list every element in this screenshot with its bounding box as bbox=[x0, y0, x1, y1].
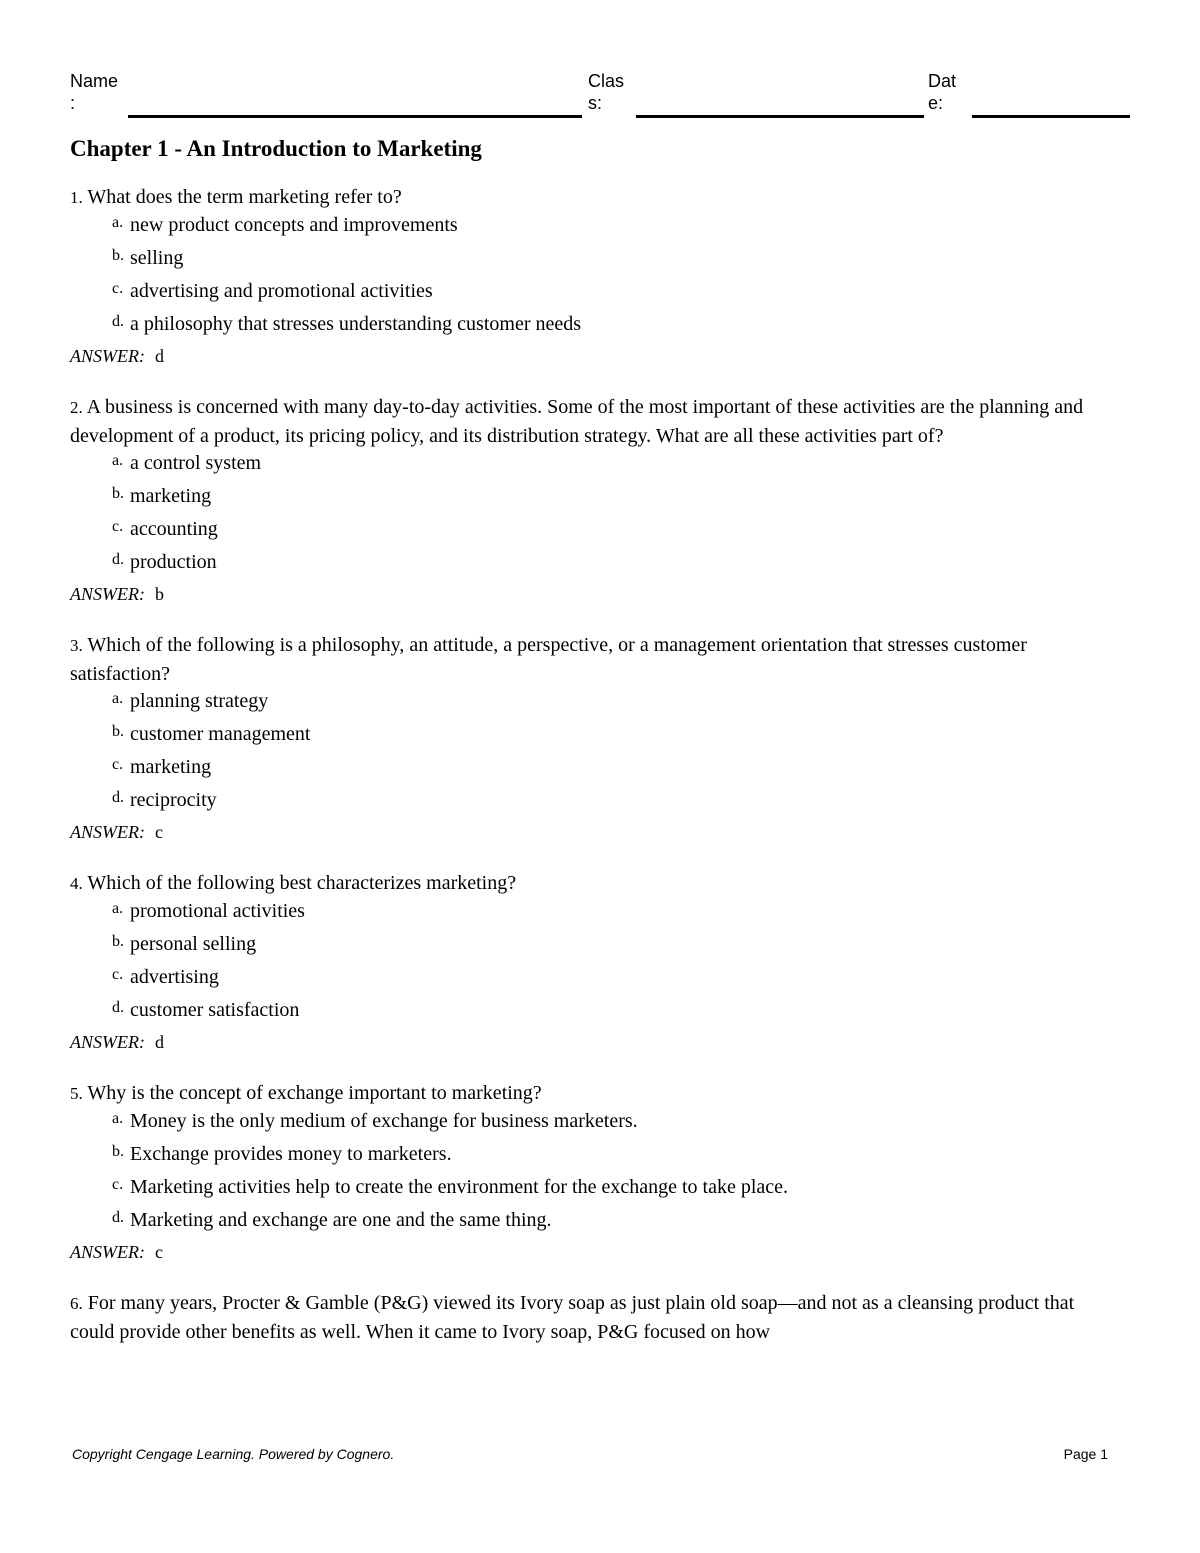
option-text: promotional activities bbox=[130, 900, 305, 922]
name-field-line[interactable] bbox=[128, 115, 582, 118]
option-text: marketing bbox=[130, 756, 212, 778]
answer-option bbox=[112, 997, 892, 1023]
page-footer bbox=[72, 1446, 1108, 1462]
answer-value: d bbox=[154, 346, 164, 366]
copyright-text: Copyright Cengage Learning. Powered by Cognero. bbox=[72, 1446, 395, 1462]
answer-option bbox=[112, 721, 892, 747]
name-label: Name : bbox=[70, 71, 119, 113]
date-label: Dat e: bbox=[928, 71, 957, 113]
answer-options bbox=[70, 898, 1115, 1023]
option-text: new product concepts and improvements bbox=[130, 214, 458, 236]
answer-key bbox=[70, 1240, 1115, 1264]
question-4 bbox=[70, 869, 1115, 1054]
question-stem: What does the term marketing refer to? bbox=[87, 186, 402, 208]
answer-option bbox=[112, 898, 892, 924]
option-text: a philosophy that stresses understanding customer needs bbox=[130, 313, 582, 335]
option-text: Exchange provides money to marketers. bbox=[130, 1143, 452, 1165]
option-letter: c. bbox=[112, 966, 124, 983]
answer-label: ANSWER: bbox=[70, 584, 145, 604]
option-letter: d. bbox=[112, 313, 124, 330]
question-number: 3. bbox=[70, 636, 83, 655]
answer-option bbox=[112, 483, 892, 509]
option-letter: d. bbox=[112, 1209, 124, 1226]
answer-option bbox=[112, 964, 892, 990]
question-2 bbox=[70, 393, 1115, 606]
option-letter: d. bbox=[112, 551, 124, 568]
answer-label: ANSWER: bbox=[70, 1032, 145, 1052]
chapter-title: Chapter 1 - An Introduction to Marketing bbox=[70, 136, 482, 161]
question-text bbox=[70, 1079, 1115, 1108]
question-list bbox=[70, 183, 1115, 1371]
answer-option bbox=[112, 931, 892, 957]
question-stem: Why is the concept of exchange important to marketing? bbox=[87, 1082, 542, 1104]
question-number: 6. bbox=[70, 1294, 83, 1313]
option-text: Marketing activities help to create the environment for the exchange to take place. bbox=[130, 1176, 789, 1198]
option-text: production bbox=[130, 551, 217, 573]
option-letter: b. bbox=[112, 1143, 124, 1160]
option-text: a control system bbox=[130, 452, 262, 474]
option-text: accounting bbox=[130, 518, 218, 540]
option-letter: b. bbox=[112, 485, 124, 502]
question-text bbox=[70, 1289, 1115, 1346]
answer-option bbox=[112, 1141, 892, 1167]
option-letter: c. bbox=[112, 1176, 124, 1193]
answer-option bbox=[112, 787, 892, 813]
option-text: marketing bbox=[130, 485, 212, 507]
option-letter: a. bbox=[112, 690, 124, 707]
class-field-line[interactable] bbox=[636, 115, 924, 118]
answer-label: ANSWER: bbox=[70, 346, 145, 366]
answer-label: ANSWER: bbox=[70, 1242, 145, 1262]
answer-option bbox=[112, 688, 892, 714]
date-field-line[interactable] bbox=[972, 115, 1130, 118]
option-letter: a. bbox=[112, 214, 124, 231]
answer-option bbox=[112, 516, 892, 542]
option-letter: b. bbox=[112, 723, 124, 740]
option-text: customer satisfaction bbox=[130, 999, 300, 1021]
option-text: advertising bbox=[130, 966, 219, 988]
option-text: selling bbox=[130, 247, 184, 269]
answer-key bbox=[70, 1030, 1115, 1054]
answer-option bbox=[112, 549, 892, 575]
answer-option bbox=[112, 311, 892, 337]
question-3 bbox=[70, 631, 1115, 844]
question-5 bbox=[70, 1079, 1115, 1264]
question-number: 4. bbox=[70, 874, 83, 893]
question-stem: Which of the following is a philosophy, an attitude, a perspective, or a management orientation that stresses customer satisfaction? bbox=[70, 634, 1027, 685]
question-6 bbox=[70, 1289, 1115, 1346]
answer-value: c bbox=[154, 822, 163, 842]
question-text bbox=[70, 393, 1115, 450]
answer-value: b bbox=[154, 584, 164, 604]
option-text: reciprocity bbox=[130, 789, 217, 811]
option-text: customer management bbox=[130, 723, 311, 745]
answer-option bbox=[112, 245, 892, 271]
answer-options bbox=[70, 688, 1115, 813]
option-text: planning strategy bbox=[130, 690, 269, 712]
option-letter: a. bbox=[112, 452, 124, 469]
option-letter: a. bbox=[112, 1110, 124, 1127]
answer-key bbox=[70, 344, 1115, 368]
option-letter: c. bbox=[112, 518, 124, 535]
answer-option bbox=[112, 1174, 892, 1200]
answer-value: c bbox=[154, 1242, 163, 1262]
answer-option bbox=[112, 754, 892, 780]
option-letter: c. bbox=[112, 280, 124, 297]
question-stem: For many years, Procter & Gamble (P&G) viewed its Ivory soap as just plain old soap—and not as a cleansing product that could provide other benefits as well. When it came to Ivory soap, P&G focused on how bbox=[70, 1292, 1075, 1343]
answer-option bbox=[112, 1108, 892, 1134]
option-text: advertising and promotional activities bbox=[130, 280, 433, 302]
question-text bbox=[70, 631, 1115, 688]
option-text: personal selling bbox=[130, 933, 257, 955]
option-letter: a. bbox=[112, 900, 124, 917]
answer-option bbox=[112, 1207, 892, 1233]
question-number: 2. bbox=[70, 398, 83, 417]
option-letter: d. bbox=[112, 789, 124, 806]
question-number: 1. bbox=[70, 188, 83, 207]
question-stem: Which of the following best characterizes marketing? bbox=[87, 872, 517, 894]
question-text bbox=[70, 183, 1115, 212]
answer-key bbox=[70, 582, 1115, 606]
question-1 bbox=[70, 183, 1115, 368]
page-number: Page 1 bbox=[1063, 1446, 1108, 1462]
question-number: 5. bbox=[70, 1084, 83, 1103]
option-text: Marketing and exchange are one and the same thing. bbox=[130, 1209, 552, 1231]
answer-options bbox=[70, 1108, 1115, 1233]
option-letter: c. bbox=[112, 756, 124, 773]
student-info-header bbox=[70, 70, 1130, 122]
option-text: Money is the only medium of exchange for business marketers. bbox=[130, 1110, 638, 1132]
answer-value: d bbox=[154, 1032, 164, 1052]
class-label: Clas s: bbox=[588, 71, 625, 113]
answer-key bbox=[70, 820, 1115, 844]
option-letter: b. bbox=[112, 933, 124, 950]
question-stem: A business is concerned with many day-to-day activities. Some of the most important of these activities are the planning and development of a product, its pricing policy, and its distribution strategy. What are all these activities part of? bbox=[70, 396, 1084, 447]
answer-option bbox=[112, 212, 892, 238]
option-letter: b. bbox=[112, 247, 124, 264]
answer-label: ANSWER: bbox=[70, 822, 145, 842]
answer-options bbox=[70, 450, 1115, 575]
question-text bbox=[70, 869, 1115, 898]
answer-option bbox=[112, 278, 892, 304]
option-letter: d. bbox=[112, 999, 124, 1016]
answer-option bbox=[112, 450, 892, 476]
answer-options bbox=[70, 212, 1115, 337]
